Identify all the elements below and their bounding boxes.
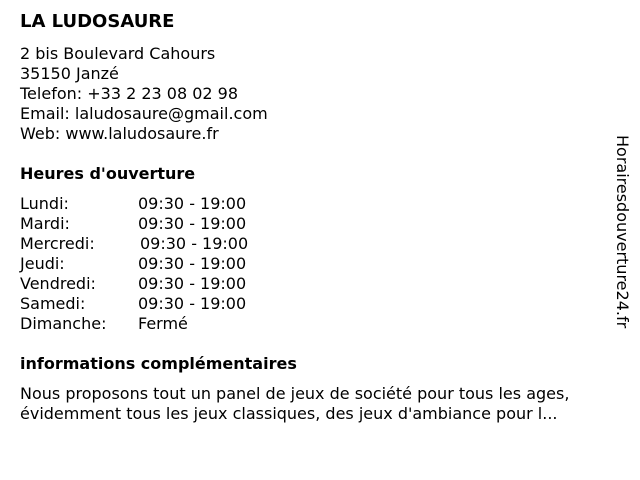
hours-row-monday bbox=[20, 194, 320, 214]
opening-hours-heading: Heures d'ouverture bbox=[20, 164, 196, 183]
hours-row-saturday bbox=[20, 294, 320, 314]
time-value: 09:30 - 19:00 bbox=[138, 254, 247, 273]
hours-row-sunday bbox=[20, 314, 320, 334]
day-label: Samedi: bbox=[20, 294, 86, 313]
hours-row-friday bbox=[20, 274, 320, 294]
opening-hours-table bbox=[20, 194, 320, 334]
day-label: Vendredi: bbox=[20, 274, 96, 293]
hours-row-thursday bbox=[20, 254, 320, 274]
address-city: 35150 Janzé bbox=[20, 64, 119, 83]
site-watermark: Horairesdouverture24.fr bbox=[613, 135, 632, 329]
time-value: 09:30 - 19:00 bbox=[138, 294, 247, 313]
hours-row-tuesday bbox=[20, 214, 320, 234]
contact-block bbox=[20, 44, 268, 144]
day-label: Lundi: bbox=[20, 194, 69, 213]
website-link[interactable]: Web: www.laludosaure.fr bbox=[20, 124, 219, 143]
day-label: Dimanche: bbox=[20, 314, 107, 333]
day-label: Mardi: bbox=[20, 214, 70, 233]
day-label: Mercredi: bbox=[20, 234, 95, 253]
day-label: Jeudi: bbox=[20, 254, 65, 273]
time-value: Fermé bbox=[138, 314, 188, 333]
email-address[interactable]: Email: laludosaure@gmail.com bbox=[20, 104, 268, 123]
time-value: 09:30 - 19:00 bbox=[138, 214, 247, 233]
store-description bbox=[20, 384, 620, 424]
time-value: 09:30 - 19:00 bbox=[140, 234, 249, 253]
time-value: 09:30 - 19:00 bbox=[138, 194, 247, 213]
address-street: 2 bis Boulevard Cahours bbox=[20, 44, 216, 63]
description-line-2: évidemment tous les jeux classiques, des jeux d'ambiance pour l... bbox=[20, 404, 558, 423]
hours-row-wednesday bbox=[20, 234, 320, 254]
store-name: LA LUDOSAURE bbox=[20, 11, 175, 32]
additional-info-heading: informations complémentaires bbox=[20, 354, 297, 373]
phone-number[interactable]: Telefon: +33 2 23 08 02 98 bbox=[20, 84, 239, 103]
time-value: 09:30 - 19:00 bbox=[138, 274, 247, 293]
description-line-1: Nous proposons tout un panel de jeux de société pour tous les ages, bbox=[20, 384, 570, 403]
